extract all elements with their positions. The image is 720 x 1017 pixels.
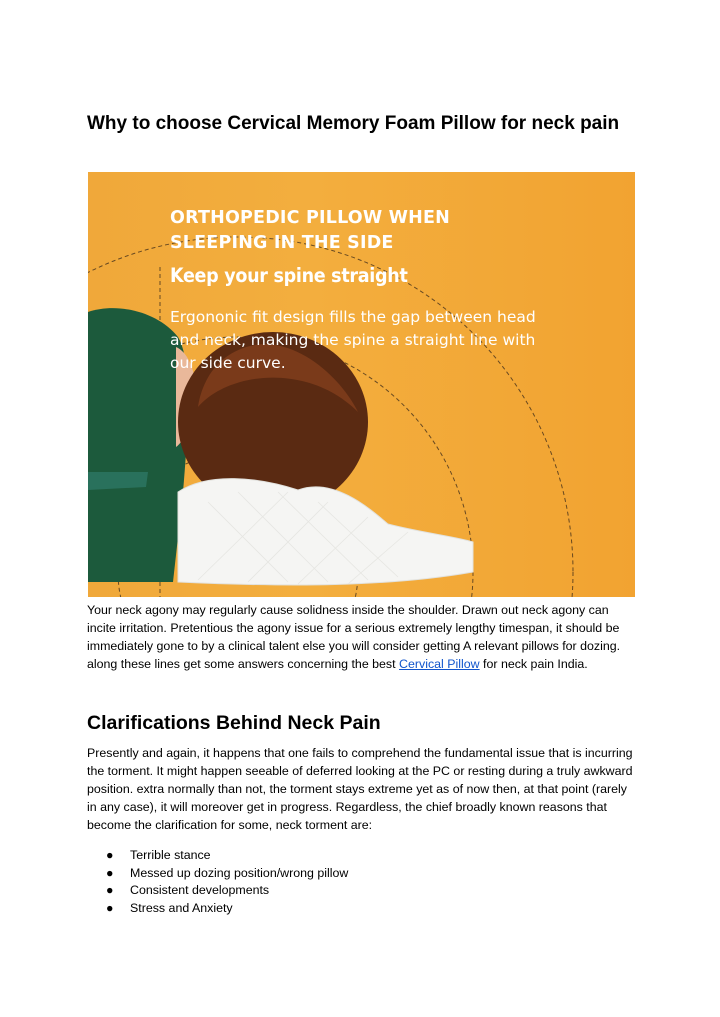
shirt-pattern (88, 472, 148, 490)
hero-body-line2: and neck, making the spine a straight line with (170, 331, 536, 349)
list-item-text: Consistent developments (130, 883, 270, 897)
hero-image (88, 172, 635, 597)
cervical-pillow-link[interactable]: Cervical Pillow (399, 657, 480, 671)
hero-body-text (170, 306, 536, 375)
section-heading: Clarifications Behind Neck Pain (87, 712, 381, 734)
hero-headline-line2: SLEEPING IN THE SIDE (170, 233, 394, 253)
list-item (87, 847, 348, 865)
intro-paragraph (87, 601, 639, 673)
reasons-paragraph: Presently and again, it happens that one fails to comprehend the fundamental issue that is incurring the torment. It might happen seeable of deferred looking at the PC or resting during a truly awkward position. extra normally than not, the torment stays extreme yet as of now then, at that point (rarely in any case), it will moreover get in progress. Regardless, the chief broadly known reasons that become the clarification for some, neck torment are: (87, 746, 633, 832)
bullet-icon: ● (106, 883, 114, 897)
bullet-icon: ● (106, 848, 114, 862)
hero-headline (170, 206, 450, 256)
list-item (87, 865, 348, 883)
intro-text-after-link: for neck pain India. (479, 657, 588, 671)
hero-body-line3: our side curve. (170, 354, 286, 372)
page-title: Why to choose Cervical Memory Foam Pillow for neck pain (87, 113, 620, 134)
list-item (87, 882, 348, 900)
reasons-list (87, 847, 348, 917)
list-item-text: Terrible stance (130, 848, 211, 862)
list-item-text: Stress and Anxiety (130, 900, 233, 915)
hero-body-line1: Ergononic fit design fills the gap between head (170, 308, 536, 326)
bullet-icon: ● (106, 865, 114, 880)
intro-text-before-link: Your neck agony may regularly cause solidness inside the shoulder. Drawn out neck agony can incite irritation. Pretentious the agony issue for a serious extremely lengthy timespan, it should be immediately gone to by a clinical talent else you will consider getting A relevant pillows for dozing. along these lines get some answers concerning the best (87, 603, 621, 671)
hero-headline-line1: ORTHOPEDIC PILLOW WHEN (170, 208, 451, 228)
bullet-icon: ● (106, 900, 114, 915)
list-item-text: Messed up dozing position/wrong pillow (130, 865, 349, 880)
pillow-shape (178, 479, 473, 585)
hero-subheadline: Keep your spine straight (170, 264, 408, 287)
list-item (87, 900, 348, 918)
